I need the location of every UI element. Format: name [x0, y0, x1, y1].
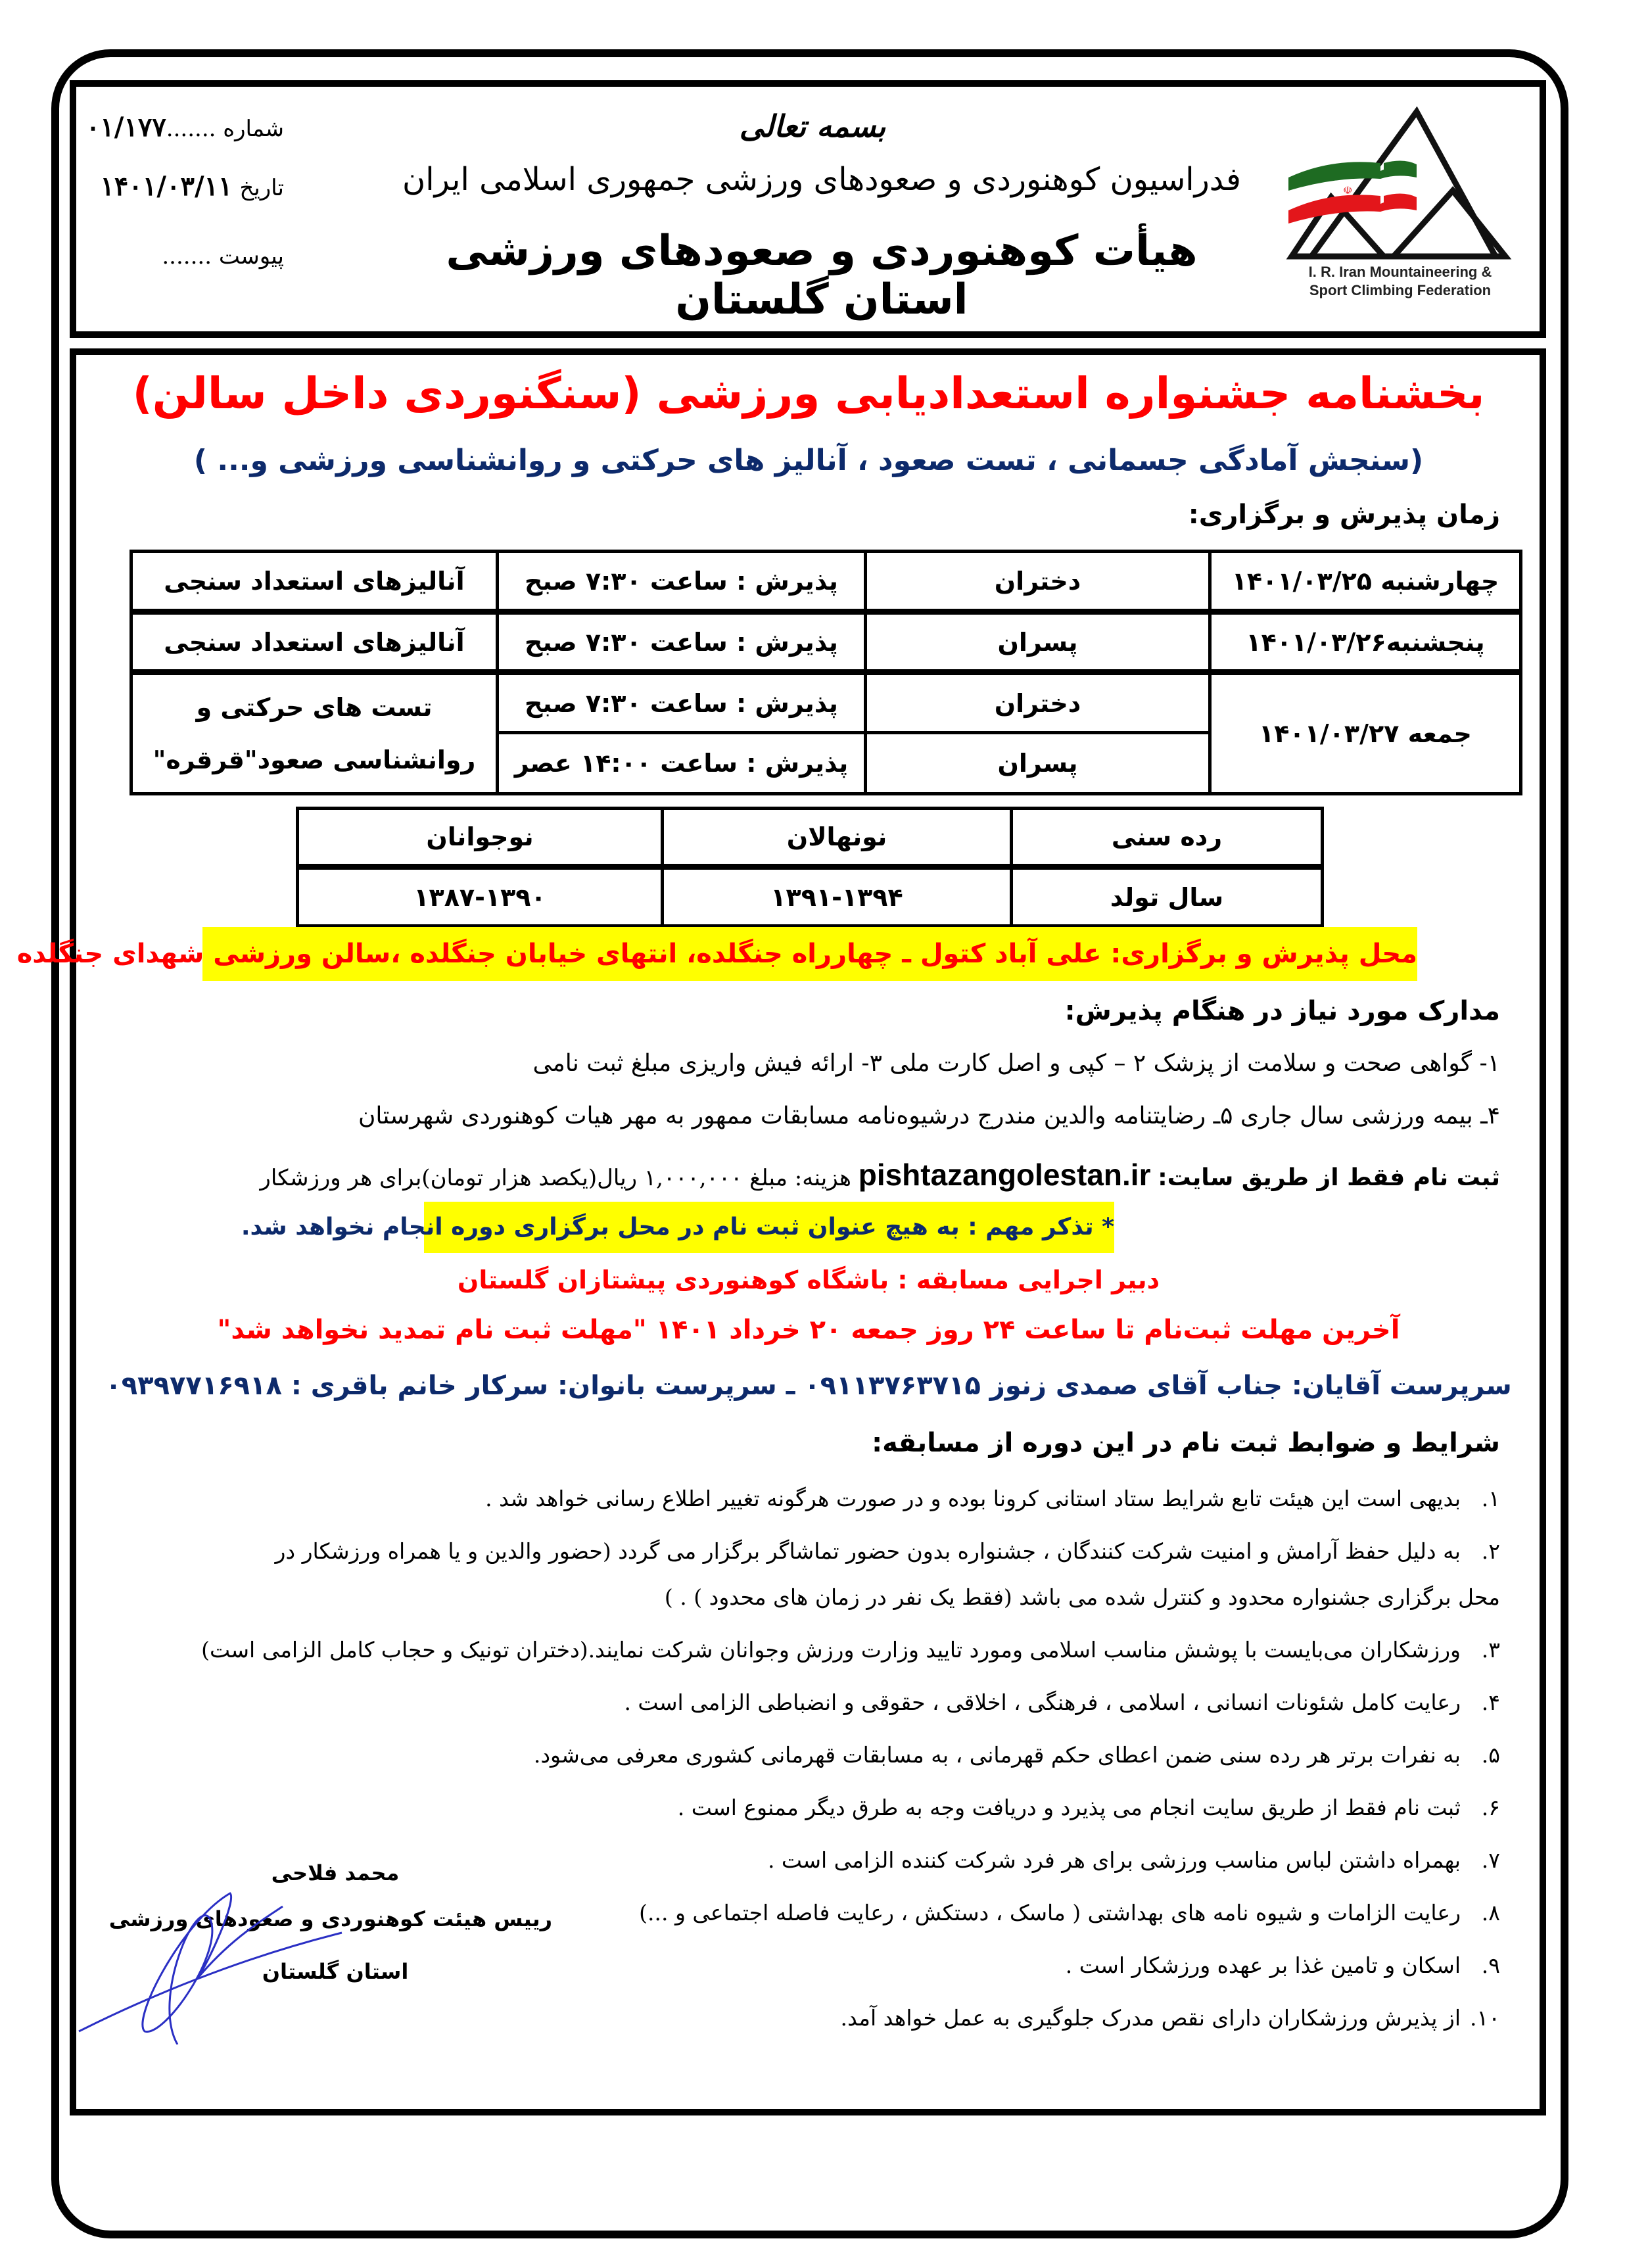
rule-text: رعایت الزامات و شیوه نامه های بهداشتی ( ماسک ، دستکش ، رعایت فاصله اجتماعی و ...): [639, 1900, 1461, 1925]
rule-number: ۲.: [1481, 1538, 1500, 1564]
executive-secretary: دبیر اجرایی مسابقه : باشگاه کوهنوردی پیشتازان گلستان: [457, 1265, 1160, 1294]
signatory-title: رییس هیئت کوهنوردی و صعودهای ورزشی: [108, 1906, 552, 1931]
rule-item: [768, 1847, 1500, 1873]
flag-emblem-icon: ☫: [1343, 184, 1353, 197]
age-table: [296, 807, 1324, 928]
table-row: [298, 809, 1323, 867]
logo-caption-line1: I. R. Iran Mountaineering &: [1308, 264, 1492, 280]
rule-number: ۸.: [1481, 1900, 1500, 1925]
rule-number: ۹.: [1481, 1952, 1500, 1978]
age-header: رده سنی: [1012, 809, 1323, 867]
letter-number-label: شماره .......: [166, 116, 284, 142]
schedule-activity: آنالیزهای استعداد سنجی: [131, 612, 498, 673]
rule-item: [840, 2005, 1500, 2031]
age-cell: ۱۳۸۷-۱۳۹۰: [298, 867, 663, 926]
rule-text-continued: محل برگزاری جشنواره محدود و کنترل شده می باشد (فقط یک نفر در زمان های محدود ) . ): [664, 1584, 1500, 1610]
schedule-activity: آنالیزهای استعداد سنجی: [131, 552, 498, 612]
circular-title: بخشنامه جشنواره استعدادیابی ورزشی (سنگنوردی داخل سالن): [132, 368, 1485, 419]
registration-deadline: آخرین مهلت ثبت‌نام تا ساعت ۲۴ روز جمعه ۲۰ خرداد ۱۴۰۱ "مهلت ثبت نام تمدید نخواهد شد": [217, 1315, 1400, 1345]
schedule-label: زمان پذیرش و برگزاری:: [1188, 500, 1500, 530]
rule-text: ورزشکاران می‌بایست با پوشش مناسب اسلامی ومورد تایید وزارت ورزش وجوانان شرکت نمایند.(دختران تونیک و حجاب کامل الزامی است): [201, 1637, 1461, 1663]
rule-number: ۳.: [1481, 1637, 1500, 1663]
basmala: بسمه تعالی: [739, 108, 886, 144]
logo-caption-line2: Sport Climbing Federation: [1309, 282, 1492, 298]
rule-item: [1066, 1952, 1500, 1978]
rule-item: [275, 1538, 1500, 1564]
age-header: نوجوانان: [298, 809, 663, 867]
schedule-table: [130, 550, 1522, 795]
rule-number: ۷.: [1481, 1847, 1500, 1873]
rule-text: بهمراه داشتن لباس مناسب ورزشی برای هر فرد شرکت کننده الزامی است .: [767, 1847, 1461, 1873]
registration-fee: هزینه: مبلغ ۱,۰۰۰,۰۰۰ ریال(یکصد هزار تومان)برای هر ورزشکار: [260, 1165, 851, 1191]
schedule-date: جمعه ۱۴۰۱/۰۳/۲۷: [1210, 673, 1521, 794]
rule-text: ثبت نام فقط از طریق سایت انجام می پذیرد و دریافت وجه به طرق دیگر ممنوع است .: [677, 1795, 1461, 1820]
circular-subtitle: (سنجش آمادگی جسمانی ، تست صعود ، آنالیز های حرکتی و روانشناسی ورزشی و... ): [193, 444, 1424, 477]
schedule-date: چهارشنبه ۱۴۰۱/۰۳/۲۵: [1210, 552, 1521, 612]
documents-line-1: ۱- گواهی صحت و سلامت از پزشک ۲ – کپی و اصل کارت ملی ۳- ارائه فیش واریزی مبلغ ثبت نامی: [532, 1050, 1500, 1077]
rule-item: [485, 1486, 1500, 1511]
registration-prefix: ثبت نام فقط از طریق سایت:: [1158, 1164, 1500, 1191]
letter-date-label: تاریخ: [239, 175, 284, 201]
signatory-province: استان گلستان: [262, 1959, 409, 1984]
schedule-time: پذیرش : ساعت ۷:۳۰ صبح: [498, 673, 866, 733]
rule-text: رعایت کامل شئونات انسانی ، اسلامی ، فرهنگی ، اخلاقی ، حقوقی و انضباطی الزامی است .: [624, 1689, 1461, 1715]
rule-text: به دلیل حفظ آرامش و امنیت شرکت کنندگان ، جشنواره بدون حضور تماشاگر برگزار می گردد (حضور والدین و یا همراه ورزشکار در: [275, 1538, 1461, 1564]
documents-label: مدارک مورد نیاز در هنگام پذیرش:: [1064, 996, 1500, 1026]
letter-date-value: ۱۴۰۱/۰۳/۱۱: [100, 171, 233, 202]
age-cell: ۱۳۹۱-۱۳۹۴: [663, 867, 1012, 926]
board-name: هیأت کوهنوردی و صعودهای ورزشی استان گلستان: [446, 227, 1198, 324]
rule-item: [534, 1742, 1500, 1768]
schedule-group: دختران: [866, 673, 1210, 733]
signature-loop: [143, 1893, 283, 2044]
supervisors-contacts: سرپرست آقایان: جناب آقای صمدی زنوز ۰۹۱۱۳۷۶۳۷۱۵ ـ سرپرست بانوان: سرکار خانم باقری : ۰۹۳۹۷۷۱۶۹۱۸: [105, 1371, 1512, 1401]
letter-attachment: [162, 243, 284, 270]
location-banner: محل پذیرش و برگزاری: علی آباد کتول ـ چهارراه جنگلده، انتهای خیابان جنگلده ،سالن ورزشی شهدای جنگلده: [202, 927, 1417, 981]
age-header: نونهالان: [663, 809, 1012, 867]
registration-line: [260, 1157, 1500, 1193]
table-row: [131, 612, 1521, 673]
schedule-date: پنجشنبه۱۴۰۱/۰۳/۲۶: [1210, 612, 1521, 673]
logo-caption: [1285, 263, 1515, 300]
schedule-group: پسران: [866, 612, 1210, 673]
rule-number: ۴.: [1481, 1689, 1500, 1715]
logo-big-peak: [1311, 112, 1495, 256]
signatory-name: محمد فلاحی: [271, 1860, 400, 1885]
table-row: [298, 867, 1323, 926]
rule-item: [624, 1689, 1500, 1715]
schedule-group: دختران: [866, 552, 1210, 612]
schedule-time: پذیرش : ساعت ۱۴:۰۰ عصر: [498, 733, 866, 794]
flag-green-band: [1288, 160, 1417, 191]
schedule-group: پسران: [866, 733, 1210, 794]
rule-item: [678, 1795, 1500, 1820]
rule-number: ۱۰.: [1470, 2005, 1500, 2031]
federation-name: فدراسیون کوهنوردی و صعودهای ورزشی جمهوری اسلامی ایران: [402, 161, 1241, 198]
rule-item: [639, 1900, 1500, 1925]
schedule-time: پذیرش : ساعت ۷:۳۰ صبح: [498, 612, 866, 673]
letter-attachment-label: پیوست .......: [162, 243, 284, 270]
rule-text: اسکان و تامین غذا بر عهده ورزشکار است .: [1065, 1952, 1461, 1978]
letter-number-value: ۰۱/۱۷۷: [85, 112, 166, 143]
rule-text: به نفرات برتر هر رده سنی ضمن اعطای حکم قهرمانی ، به مسابقات قهرمانی کشوری معرفی می‌شود.: [533, 1742, 1461, 1768]
table-row: [131, 552, 1521, 612]
age-cell: سال تولد: [1012, 867, 1323, 926]
rule-item: [201, 1637, 1500, 1663]
rule-text: بدیهی است این هیئت تابع شرایط ستاد استانی کرونا بوده و در صورت هرگونه تغییر اطلاع رسانی خواهد شد .: [485, 1486, 1461, 1511]
table-row: [131, 673, 1521, 733]
rule-number: ۵.: [1481, 1742, 1500, 1768]
rule-number: ۱.: [1481, 1486, 1500, 1511]
documents-line-2: ۴ـ بیمه ورزشی سال جاری ۵ـ رضایتنامه والدین مندرج درشیوه‌نامه مسابقات ممهور به مهر هیات کوهنوردی شهرستان: [358, 1102, 1500, 1129]
schedule-activity: تست های حرکتی و روانشناسی صعود"قرقره": [131, 673, 498, 794]
registration-site-link[interactable]: pishtazangolestan.ir: [858, 1158, 1151, 1192]
warning-banner: * تذکر مهم : به هیچ عنوان ثبت نام در محل برگزاری دوره انجام نخواهد شد.: [424, 1202, 1114, 1253]
rules-label: شرایط و ضوابط ثبت نام در این دوره از مسابقه:: [872, 1428, 1500, 1458]
letter-date: [100, 171, 284, 202]
rule-number: ۶.: [1481, 1795, 1500, 1820]
rule-text: از پذیرش ورزشکاران دارای نقص مدرک جلوگیری به عمل خواهد آمد.: [840, 2005, 1461, 2031]
schedule-time: پذیرش : ساعت ۷:۳۰ صبح: [498, 552, 866, 612]
handwritten-signature: [66, 1880, 394, 2044]
